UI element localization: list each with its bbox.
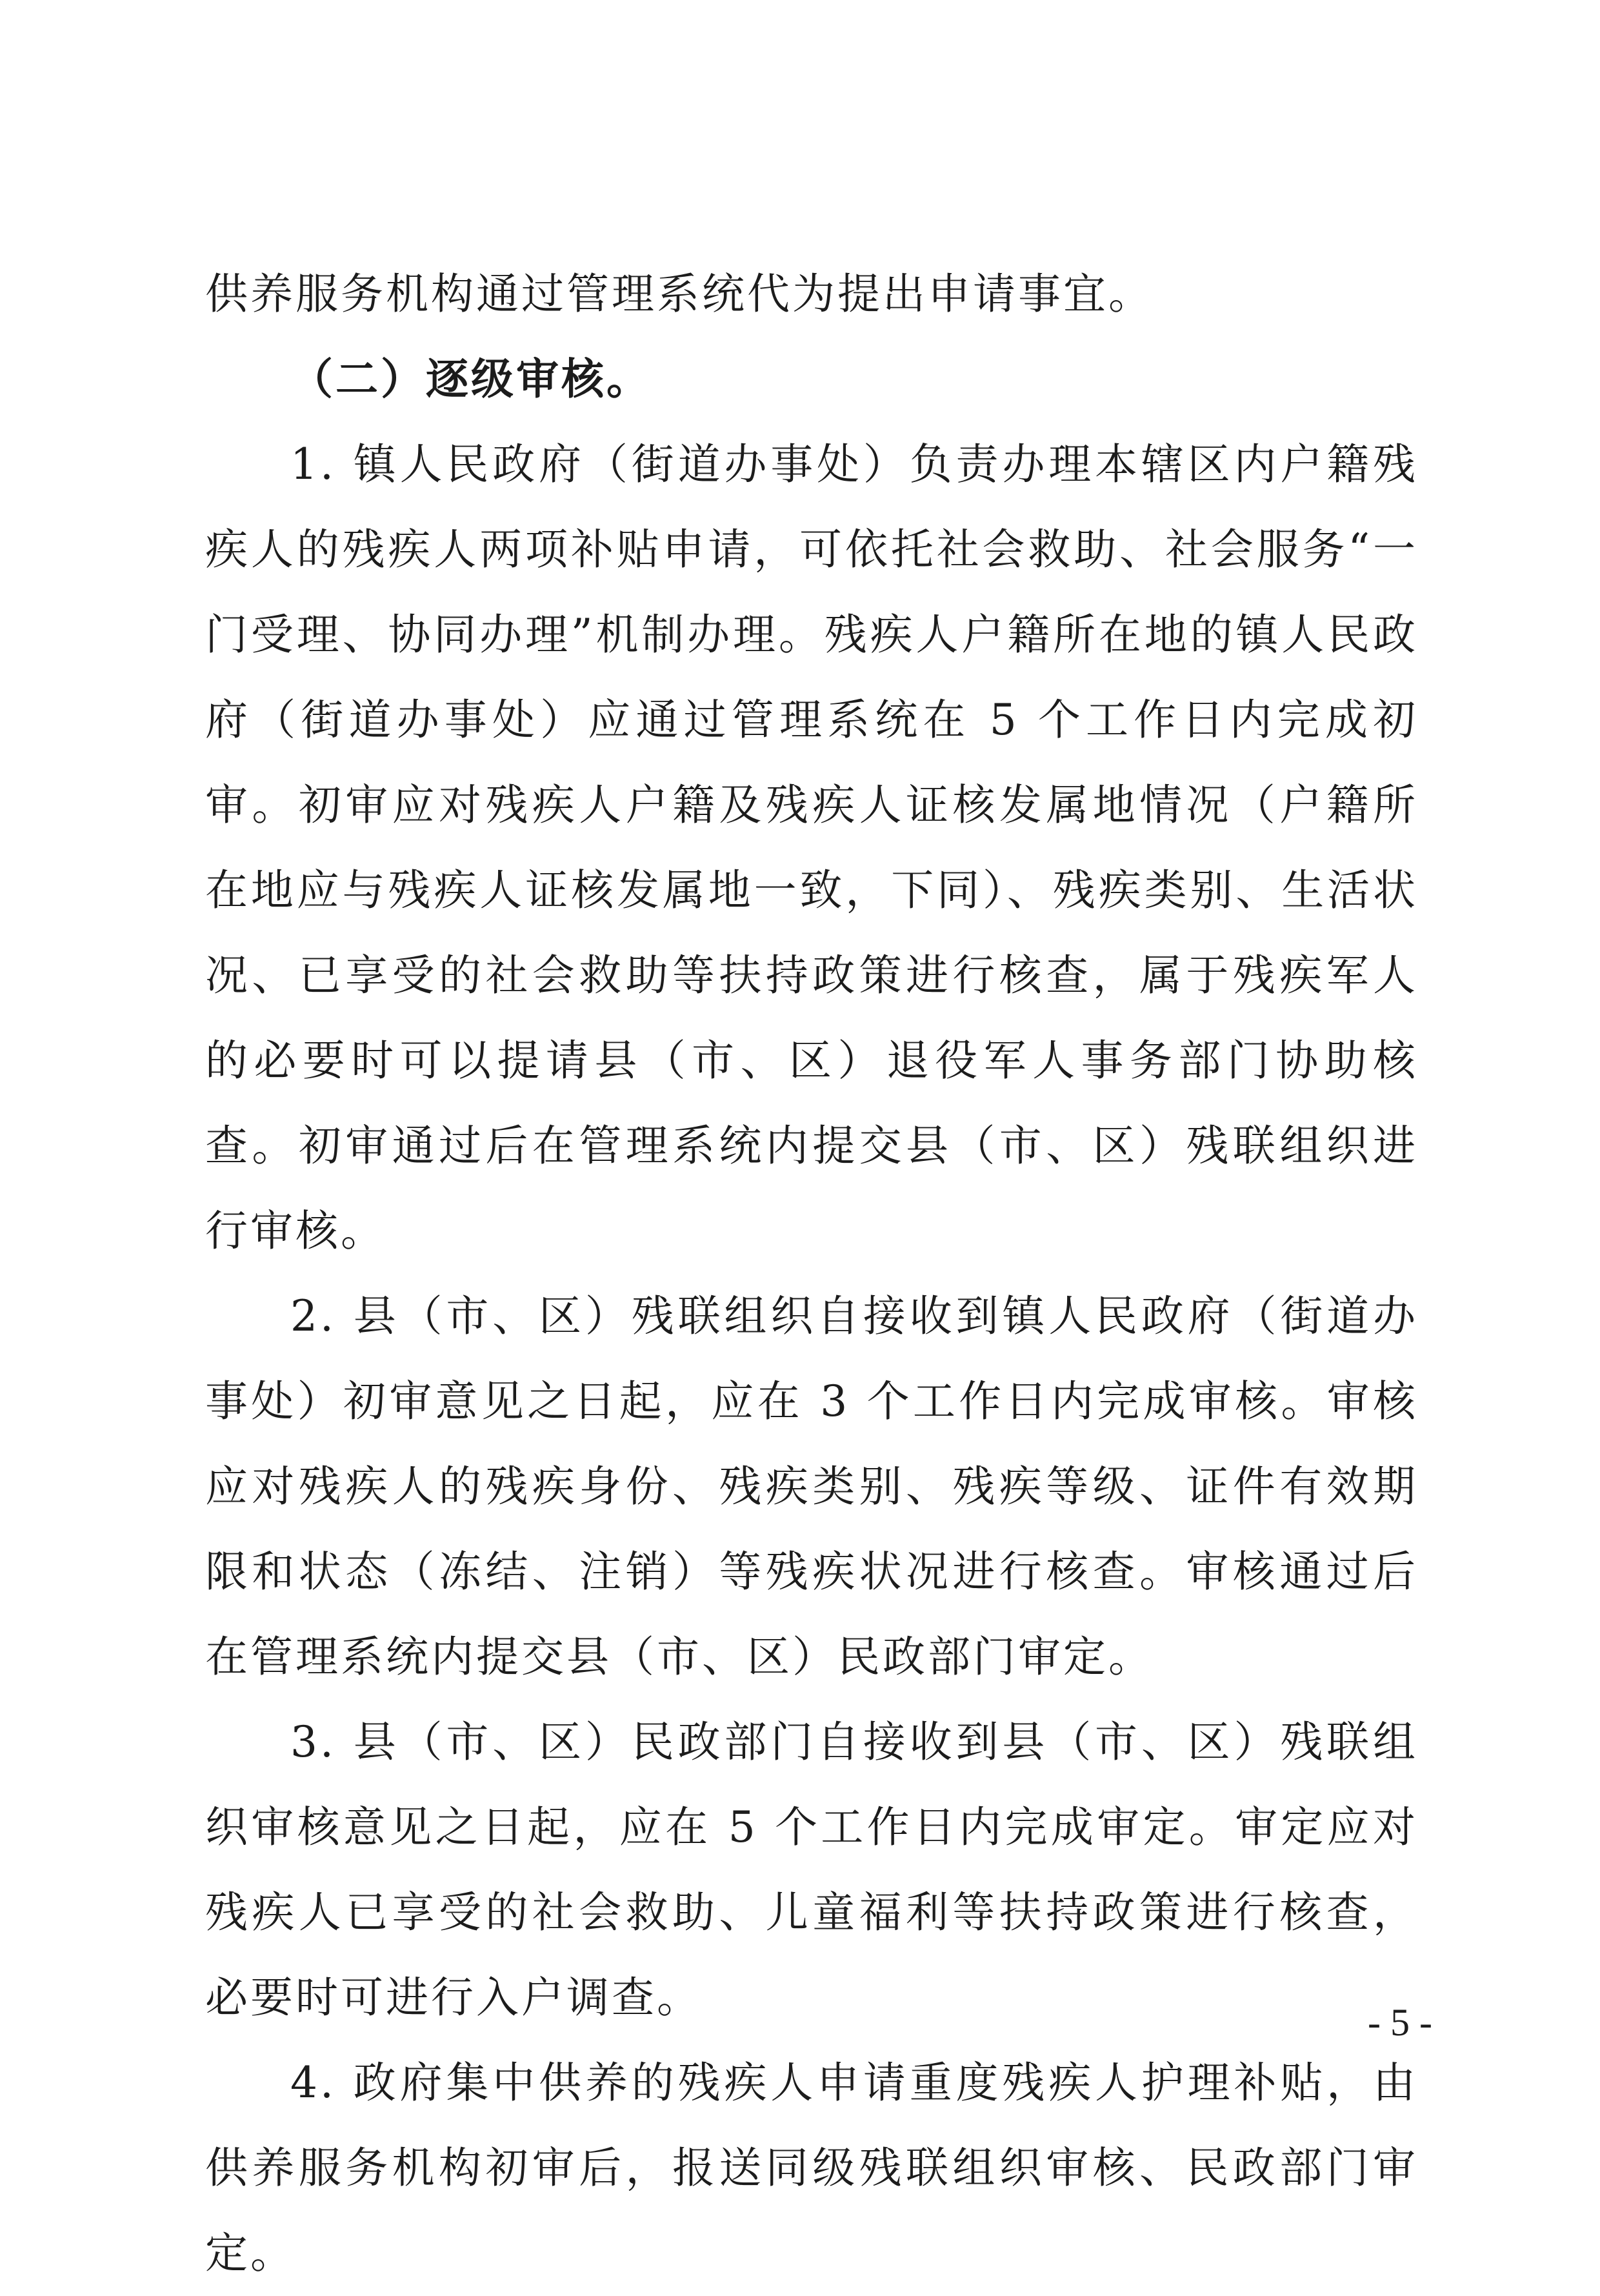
- paragraph-item-3: 3. 县（市、区）民政部门自接收到县（市、区）残联组织审核意见之日起，应在 5 个工作日内完成审定。审定应对残疾人已享受的社会救助、儿童福利等扶持政策进行核查，必要时可进行入户调查。: [205, 1717, 1418, 2022]
- paragraph-item-2: 2. 县（市、区）残联组织自接收到镇人民政府（街道办事处）初审意见之日起，应在 3 个工作日内完成审核。审核应对残疾人的残疾身份、残疾类别、残疾等级、证件有效期限和状态（冻结、注销）等残疾状况进行核查。审核通过后在管理系统内提交县（市、区）民政部门审定。: [205, 1291, 1418, 1682]
- section-heading: （二）逐级审核。: [290, 354, 652, 404]
- paragraph-item-4: 4. 政府集中供养的残疾人申请重度残疾人护理补贴，由供养服务机构初审后，报送同级残联组织审核、民政部门审定。: [205, 2058, 1418, 2278]
- paragraph-item-1: 1. 镇人民政府（街道办事处）负责办理本辖区内户籍残疾人的残疾人两项补贴申请，可依托社会救助、社会服务“一门受理、协同办理”机制办理。残疾人户籍所在地的镇人民政府（街道办事处）应通过管理系统在 5 个工作日内完成初审。初审应对残疾人户籍及残疾人证核发属地情况（户籍所在地应与残疾人证核发属地一致，下同）、残疾类别、生活状况、已享受的社会救助等扶持政策进行核查，属于残疾军人的必要时可以提请县（市、区）退役军人事务部门协助核查。初审通过后在管理系统内提交县（市、区）残联组织进行审核。: [205, 439, 1418, 1256]
- page-number: - 5 -: [1368, 2001, 1432, 2044]
- paragraph-continuation: 供养服务机构通过管理系统代为提出申请事宜。: [205, 269, 1154, 319]
- document-body: [205, 252, 1418, 2296]
